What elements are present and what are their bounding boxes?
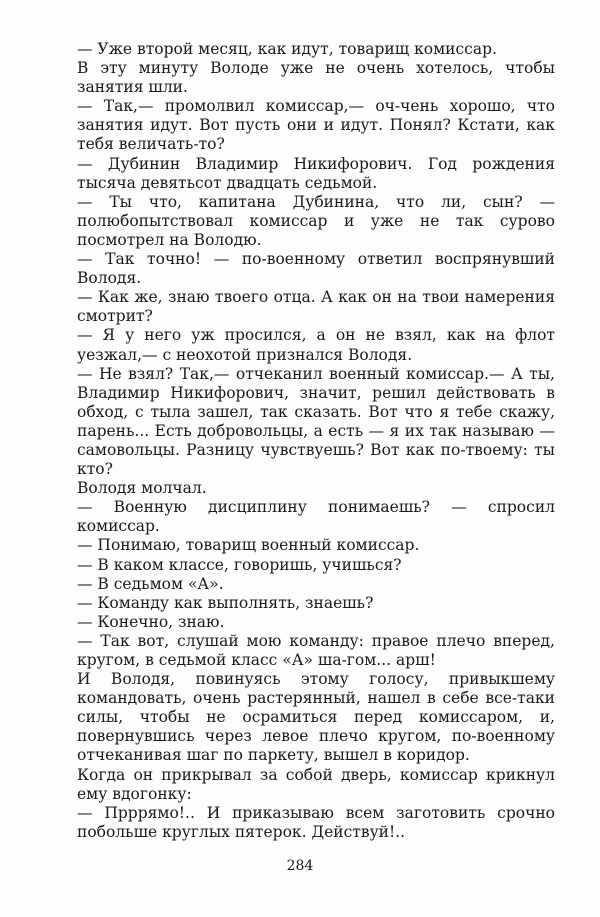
paragraph: — Так вот, слушай мою команду: правое плечо вперед, кругом, в седьмой класс «А» ша-гом... арш! — [77, 631, 555, 669]
paragraph: И Володя, повинуясь этому голосу, привыкшему командовать, очень растерянный, нашел в себе все-таки силы, чтобы не осрамиться перед комиссаром, и, повернувшись через левое плечо кругом, по-военному отчеканивая шаг по паркету, вышел в коридор. — [77, 670, 555, 765]
paragraph: Когда он прикрывал за собой дверь, комиссар крикнул ему вдогонку: — [77, 765, 555, 803]
paragraph: — Ты что, капитана Дубинина, что ли, сын? — полюбопытствовал комиссар и уже не так сурово посмотрел на Володю. — [77, 192, 555, 249]
paragraph: В эту минуту Володе уже не очень хотелось, чтобы занятия шли. — [77, 59, 555, 97]
paragraph: — Как же, знаю твоего отца. А как он на твои намерения смотрит? — [77, 288, 555, 326]
paragraph: — В седьмом «А». — [77, 574, 224, 593]
paragraph: — Не взял? Так,— отчеканил военный комиссар.— А ты, Владимир Никифорович, значит, решил действовать в обход, с тыла зашел, так сказать. Вот что я тебе скажу, парень... Есть добровольцы, а есть — я их так называю — самовольцы. Разницу чувствуешь? Вот как по-твоему: ты кто? — [77, 364, 555, 479]
paragraph: — Уже второй месяц, как идут, товарищ комиссар. — [77, 40, 497, 58]
paragraph: — Так точно! — по-военному ответил воспрянувший Володя. — [77, 250, 555, 288]
paragraph: — Понимаю, товарищ военный комиссар. — [77, 536, 420, 555]
page-number: 284 — [286, 858, 314, 874]
page-text — [77, 40, 555, 842]
paragraph: — Дубинин Владимир Никифорович. Год рождения тысяча девятьсот двадцать седьмой. — [77, 154, 555, 192]
paragraph: — В каком классе, говоришь, учишься? — [77, 555, 402, 574]
paragraph: — Военную дисциплину понимаешь? — спросил комиссар. — [77, 498, 555, 536]
paragraph: — Команду как выполнять, знаешь? — [77, 593, 374, 612]
paragraph: — Прррямо!.. И приказываю всем заготовить срочно побольше круглых пятерок. Действуй!.. — [77, 803, 555, 841]
paragraph: — Так,— промолвил комиссар,— оч-чень хорошо, что занятия идут. Вот пусть они и идут. Понял? Кстати, как тебя величать-то? — [77, 97, 555, 154]
paragraph: — Я у него уж просился, а он не взял, как на флот уезжал,— с неохотой признался Володя. — [77, 326, 555, 364]
paragraph: Володя молчал. — [77, 479, 207, 498]
paragraph: — Конечно, знаю. — [77, 612, 225, 631]
